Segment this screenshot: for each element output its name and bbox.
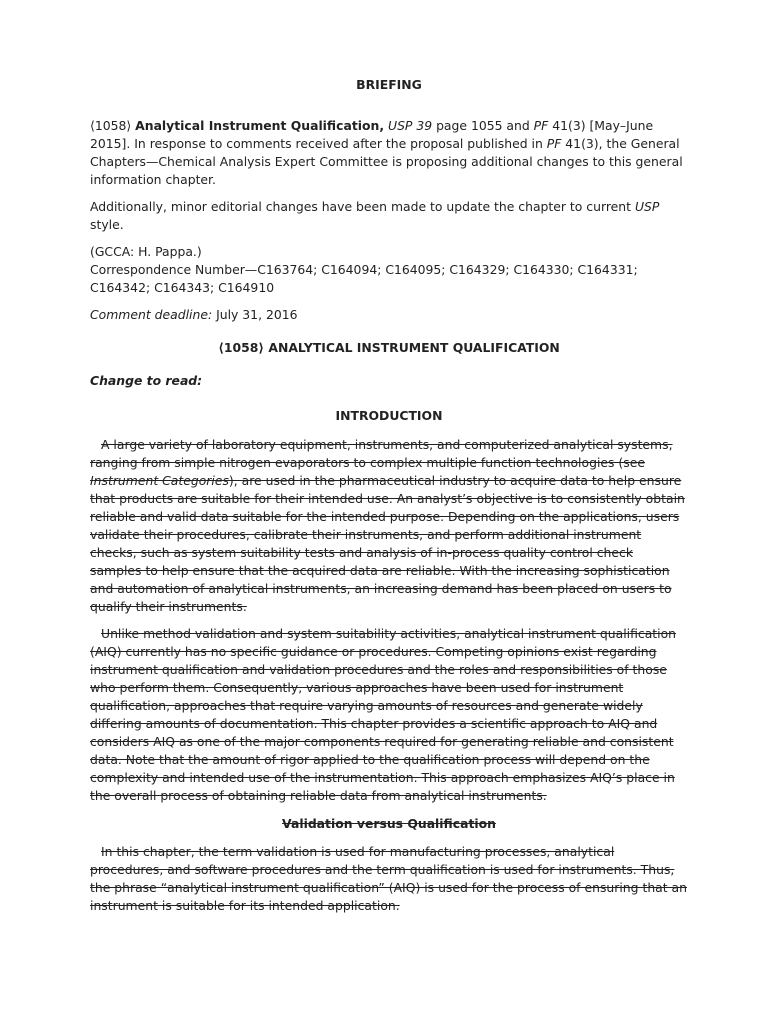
chapter-title-text: ANALYTICAL INSTRUMENT QUALIFICATION [264, 340, 560, 355]
instrument-categories-ref: Instrument Categories [90, 473, 229, 488]
gcca-line: (GCCA: H. Pappa.) [90, 244, 202, 259]
deadline-label: Comment deadline: [90, 307, 213, 322]
introduction-heading: INTRODUCTION [335, 408, 443, 423]
pf-label: PF [533, 118, 549, 133]
introduction-paragraph-2: Unlike method validation and system suitability activities, analytical instrument qualification (AIQ) currently has no specific guidance or procedures. Competing opinions exist regarding instrument qualification and validation procedures and the roles and responsibilities of those who perform them. Consequently, various approaches have been used for instrument qualification, approaches that require varying amounts of resources and generate widely differing amounts of documentation. This chapter provides a scientific approach to AIQ and considers AIQ as one of the major components required for generating reliable and consistent data. Note that the amount of rigor applied to the qualification process will depend on the complexity and intended use of the instrumentation. This approach emphasizes AIQ’s place in the overall process of obtaining reliable data from analytical instruments. [90, 626, 677, 803]
briefing-text: page 1055 and [432, 118, 534, 133]
validation-paragraph-1: In this chapter, the term validation is used for manufacturing processes, analytical procedures, and software procedures and the term qualification is used for instruments. Thus, the phrase “analytical instrument qualification” (AIQ) is used for the process of ensuring that an instrument is suitable for its intended application. [90, 844, 688, 913]
briefing-text: style. [90, 217, 124, 232]
briefing-text: 41(3) [May–June 2015]. In response to comments received after the proposal published in [90, 118, 654, 151]
validation-vs-qualification-heading: Validation versus Qualification [282, 816, 496, 831]
briefing-text: 41(3), the General Chapters—Chemical Analysis Expert Committee is proposing additional changes to this general information chapter. [90, 136, 683, 187]
briefing-heading: BRIEFING [356, 77, 422, 92]
briefing-paragraph-1 [90, 117, 688, 189]
introduction-paragraph-1 [90, 436, 688, 616]
intro-text: ), are used in the pharmaceutical industry to acquire data to help ensure that products are suitable for their intended use. An analyst’s objective is to consistently obtain reliable and valid data suitable for the intended purpose. Depending on the applications, users validate their procedures, calibrate their instruments, and perform additional instrument checks, such as system suitability tests and analysis of in-process quality control check samples to help ensure that the acquired data are reliable. With the increasing sophistication and automation of analytical instruments, an increasing demand has been placed on users to qualify their instruments. [90, 473, 685, 614]
comment-deadline [90, 306, 688, 324]
pf-label: PF [546, 136, 562, 151]
chapter-name: Analytical Instrument Qualification, [135, 118, 385, 133]
briefing-paragraph-2 [90, 198, 688, 234]
briefing-text: Additionally, minor editorial changes have been made to update the chapter to current [90, 199, 635, 214]
chapter-title [90, 339, 688, 357]
change-to-read: Change to read: [90, 373, 203, 388]
usp-label: USP [634, 199, 660, 214]
intro-text: A large variety of laboratory equipment, instruments, and computerized analytical systems, ranging from simple nitrogen evaporators to complex multiple function technologies (see [90, 437, 673, 470]
correspondence-number: Correspondence Number—C163764; C164094; C164095; C164329; C164330; C164331; C164342; C164343; C164910 [90, 262, 638, 295]
chapter-title-ref: ⟨1058⟩ [218, 340, 265, 355]
deadline-value: July 31, 2016 [212, 307, 298, 322]
chapter-ref: ⟨1058⟩ [90, 118, 132, 133]
usp-edition: USP 39 [388, 118, 433, 133]
